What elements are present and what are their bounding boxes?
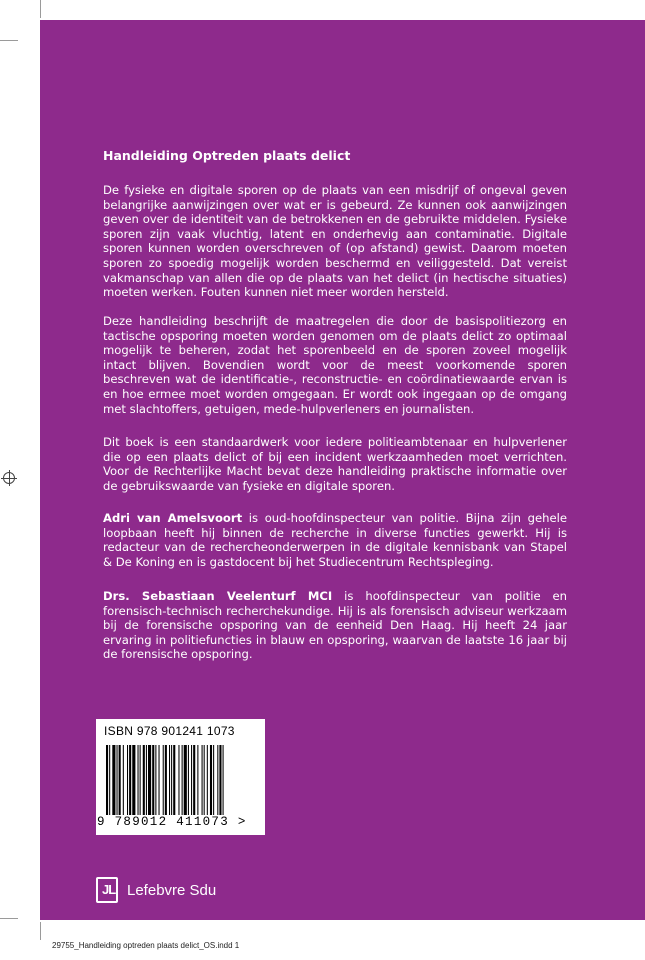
- crop-mark: [40, 922, 41, 940]
- book-title: Handleiding Optreden plaats delict: [103, 148, 351, 163]
- barcode-bars: [106, 745, 256, 815]
- author-bio-text: is hoofdinspecteur van politie en forensisch-technisch recherchekundige. Hij is als forensisch adviseur werkzaam bij de forensische opsporing van de eenheid Den Haag. Hij heeft 24 jaar ervaring in politiefuncties in blauw en opsporing, waarvan de laatste 16 jaar bij de forensische opsporing.: [103, 589, 567, 662]
- barcode: [96, 719, 265, 835]
- blurb-paragraph-1: De fysieke en digitale sporen op de plaats van een misdrijf of ongeval geven belangrijke aanwijzingen over wat er is gebeurd. Ze kunnen ook aanwijzingen geven over de identiteit van de betrokkenen en de gebruikte middelen. Fysieke sporen zijn vaak vluchtig, latent en onderhevig aan contaminatie. Digitale sporen kunnen worden overschreven of (op afstand) gewist. Daarom moeten sporen zo spoedig mogelijk worden beschermd en veiliggesteld. Dat vereist vakmanschap van allen die op de plaats van het delict (in hectische situaties) moeten werken. Fouten kunnen niet meer worden hersteld.: [103, 183, 567, 300]
- author-bio-text: is oud-hoofdinspecteur van politie. Bijna zijn gehele loopbaan heeft hij binnen de recherche in diverse functies gewerkt. Hij is redacteur van de rechercheonderwerpen in de digitale kennisbank van Stapel & De Koning en is gastdocent bij het Studiecentrum Rechtspleging.: [103, 511, 567, 569]
- crop-mark: [0, 918, 18, 919]
- crop-mark: [0, 40, 18, 41]
- author-bio-1: [103, 511, 567, 569]
- publisher-logo-mark-text: JL: [102, 882, 116, 897]
- publisher-logo: [96, 877, 216, 903]
- isbn-label: ISBN 978 901241 1073: [104, 724, 235, 738]
- author-name: Drs. Sebastiaan Veelenturf MCI: [103, 589, 333, 603]
- author-name: Adri van Amelsvoort: [103, 511, 243, 525]
- publisher-logo-mark: [96, 877, 118, 903]
- file-slug: 29755_Handleiding optreden plaats delict_OS.indd 1: [52, 941, 240, 950]
- author-bio-2: [103, 589, 567, 662]
- barcode-digits: 9 789012 411073 >: [97, 815, 247, 829]
- crop-mark: [40, 0, 41, 18]
- blurb-paragraph-2: Deze handleiding beschrijft de maatregelen die door de basispolitiezorg en tactische opsporing moeten worden genomen om de plaats delict zo optimaal mogelijk te beheren, zodat het sporenbeeld en de sporen zoveel mogelijk intact blijven. Bovendien wordt voor de meest voorkomende sporen beschreven wat de identificatie-, reconstructie- en coördinatiewaarde ervan is en hoe ermee moet worden omgegaan. Er wordt ook ingegaan op de omgang met slachtoffers, getuigen, mede-hulpverleners en journalisten.: [103, 314, 567, 416]
- blurb-paragraph-3: Dit boek is een standaardwerk voor iedere politieambtenaar en hulpverlener die op een plaats delict of bij een incident werkzaamheden moet verrichten. Voor de Rechterlijke Macht bevat deze handleiding praktische informatie over de gebruikswaarde van fysieke en digitale sporen.: [103, 435, 567, 493]
- publisher-name: Lefebvre Sdu: [127, 881, 217, 899]
- registration-mark-icon: [3, 472, 15, 484]
